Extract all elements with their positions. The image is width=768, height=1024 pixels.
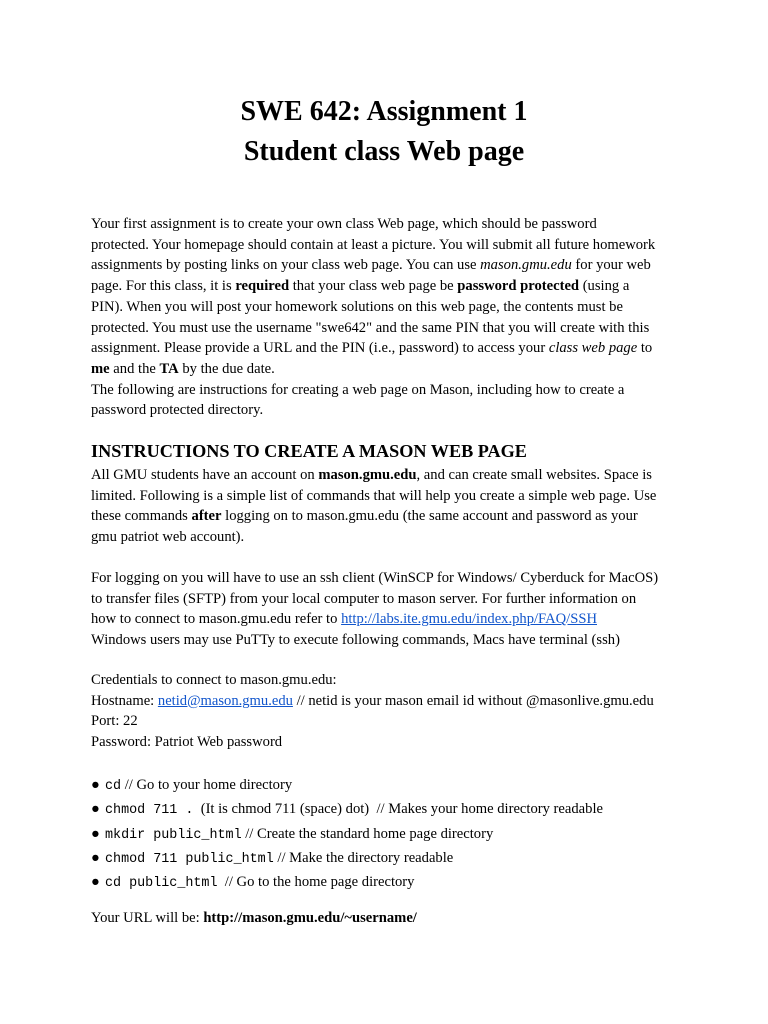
command-note: (It is chmod 711 (space) dot) // Makes your home directory readable [193, 801, 603, 818]
text-line: protected. You must use the username "swe642" and the same PIN that you will create with this [91, 319, 650, 336]
list-item [91, 774, 603, 798]
url-paragraph [91, 908, 691, 929]
after-bold: after [191, 508, 222, 525]
ssh-faq-link[interactable]: http://labs.ite.gmu.edu/index.php/FAQ/SSH [341, 611, 597, 628]
section-heading: INSTRUCTIONS TO CREATE A MASON WEB PAGE [91, 441, 527, 461]
ssh-paragraph [91, 568, 691, 651]
command-note: // Create the standard home page directory [241, 825, 494, 842]
password-line: Password: Patriot Web password [91, 734, 283, 751]
text-line: how to connect to mason.gmu.edu refer to http://labs.ite.gmu.edu/index.php/FAQ/SSH [91, 611, 597, 628]
list-item [91, 823, 603, 847]
text-line: page. For this class, it is required that your class web page be password protected (using a [91, 278, 630, 295]
document-title: SWE 642: Assignment 1 [240, 96, 528, 127]
bullet-icon: ● [91, 825, 100, 842]
hostname-link[interactable]: netid@mason.gmu.edu [157, 692, 293, 709]
text-line: The following are instructions for creating a web page on Mason, including how to create a [91, 381, 625, 398]
text-line: All GMU students have an account on mason.gmu.edu, and can create small websites. Space is [91, 467, 652, 483]
text-line: gmu patriot web account). [91, 529, 245, 546]
list-item [91, 798, 603, 822]
ta-bold: TA [159, 360, 179, 377]
required-bold: required [235, 278, 290, 295]
command-list [91, 774, 603, 895]
text-line: password protected directory. [91, 402, 264, 419]
list-item [91, 847, 603, 871]
text-line: For logging on you will have to use an ssh client (WinSCP for Windows/ Cyberduck for MacOS) [91, 570, 659, 586]
credentials-title: Credentials to connect to mason.gmu.edu: [91, 672, 337, 688]
text-line: me and the TA by the due date. [91, 360, 275, 377]
command-code: chmod 711 public_html [105, 851, 274, 867]
intro-paragraph [91, 214, 691, 421]
text-line: PIN). When you will post your homework solutions on this web page, the contents must be [91, 298, 623, 315]
text-line: assignment. Please provide a URL and the PIN (i.e., password) to access your class web page to [91, 340, 653, 357]
url-label: Your URL will be: [91, 910, 204, 926]
list-item [91, 871, 603, 895]
text-line: these commands after logging on to mason.gmu.edu (the same account and password as your [91, 508, 638, 525]
document-subtitle: Student class Web page [243, 136, 525, 167]
hostname-line: Hostname: netid@mason.gmu.edu // netid is your mason email id without @masonlive.gmu.edu [91, 692, 654, 709]
credentials-paragraph [91, 670, 691, 753]
url-value: http://mason.gmu.edu/~username/ [203, 910, 417, 926]
command-code: mkdir public_html [105, 827, 242, 843]
text-line: assignments by posting links on your class web page. You can use mason.gmu.edu for your web [91, 257, 651, 274]
bullet-icon: ● [91, 849, 100, 866]
text-line: Windows users may use PuTTy to execute following commands, Macs have terminal (ssh) [91, 632, 620, 649]
command-code: cd [105, 779, 122, 794]
text-line [91, 908, 691, 929]
text-line: limited. Following is a simple list of commands that will help you create a simple web page. Use [91, 487, 657, 504]
mason-domain-bold: mason.gmu.edu [318, 467, 417, 483]
bullet-icon: ● [91, 801, 100, 818]
class-web-page-italic: class web page [548, 340, 638, 357]
port-line: Port: 22 [91, 713, 138, 730]
mason-domain-italic: mason.gmu.edu [480, 257, 572, 274]
bullet-icon: ● [91, 777, 100, 793]
text-line: to transfer files (SFTP) from your local computer to mason server. For further information on [91, 590, 637, 607]
me-bold: me [91, 360, 110, 377]
text-line: Your first assignment is to create your own class Web page, which should be password [91, 216, 597, 232]
mason-intro-paragraph [91, 465, 691, 548]
command-code: chmod 711 . [105, 803, 194, 819]
command-note: // Make the directory readable [273, 849, 454, 866]
password-protected-bold: password protected [457, 278, 580, 295]
bullet-icon: ● [91, 874, 100, 891]
command-note: // Go to the home page directory [217, 874, 415, 891]
command-note: // Go to your home directory [121, 777, 293, 793]
text-line: protected. Your homepage should contain at least a picture. You will submit all future homework [91, 236, 656, 253]
command-code: cd public_html [105, 876, 218, 892]
